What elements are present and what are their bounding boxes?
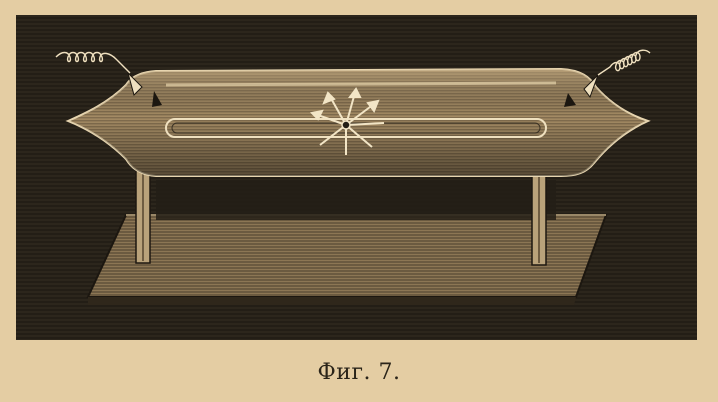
engraving-illustration <box>16 15 697 340</box>
wooden-base <box>88 215 606 305</box>
tube-shadow <box>156 180 556 220</box>
glass-vacuum-tube <box>68 69 648 176</box>
figure-caption: Фиг. 7. <box>317 360 401 385</box>
engraving-plate <box>16 15 697 340</box>
